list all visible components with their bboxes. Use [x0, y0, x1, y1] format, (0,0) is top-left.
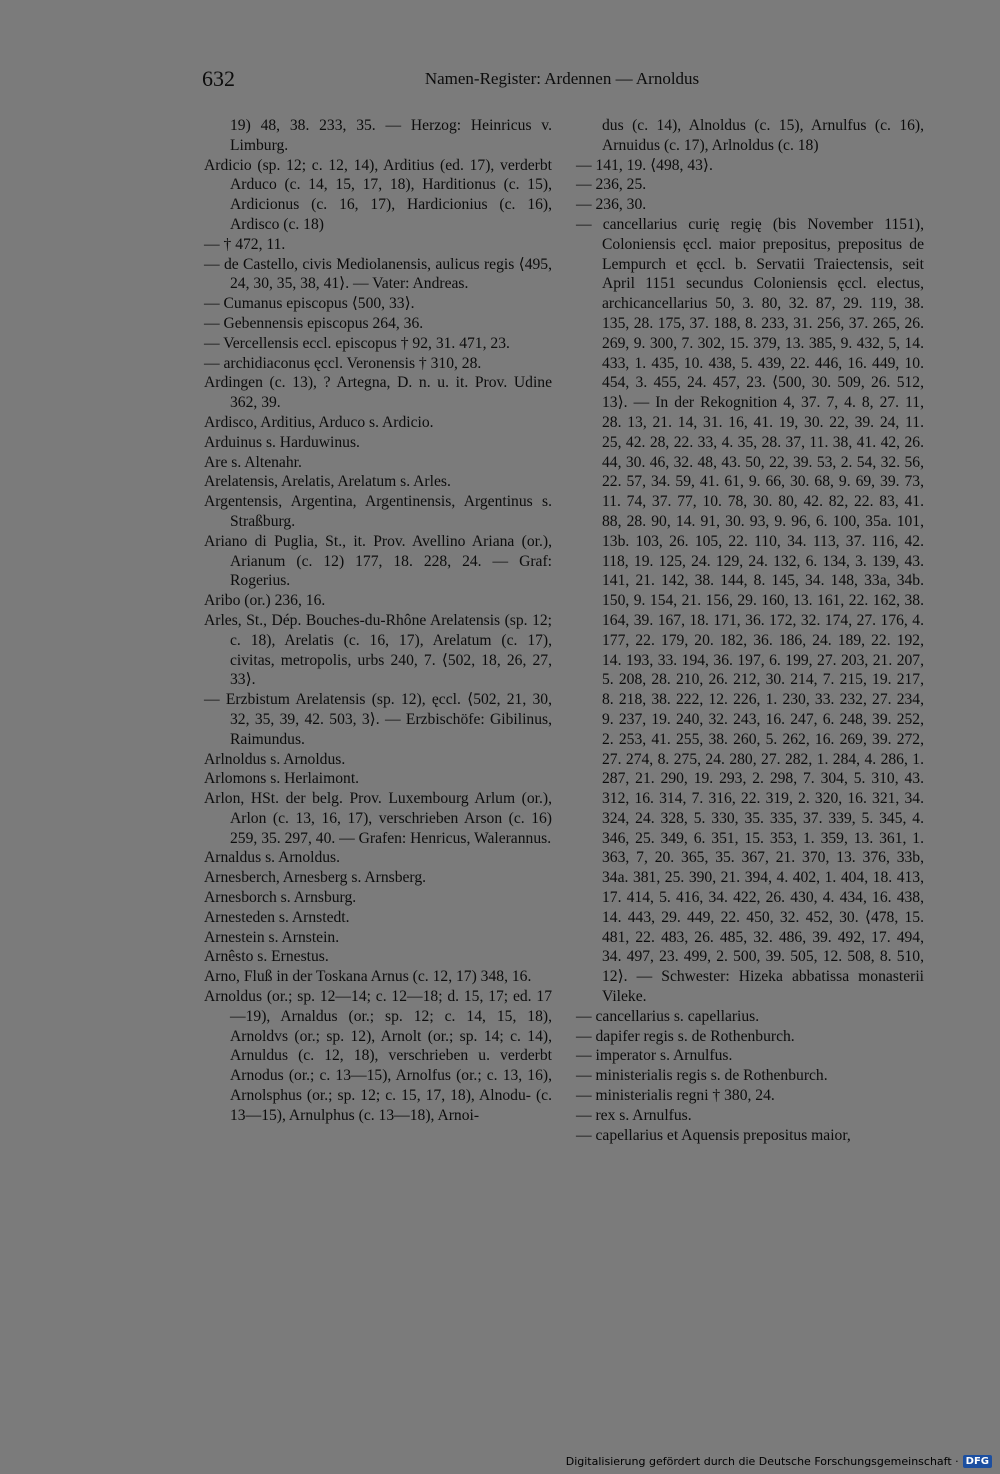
- index-entry: Are s. Altenahr.: [204, 453, 302, 471]
- index-entry: — Erzbistum Arelatensis (sp. 12), ęccl. ⟨502, 21, 30, 32, 35, 39, 42. 503, 3⟩. — Erzbischöfe: Gibilinus, Raimundus.: [204, 691, 552, 748]
- index-entry: Arnesteden s. Arnstedt.: [204, 908, 350, 926]
- index-entry: — cancellarius curię regię (bis November 1151), Coloniensis ęccl. maior prepositus, prepositus de Lempurch et ęccl. b. Servatii Traiectensis, seit April 1151 secundus Coloniensis ęccl. electus, archicancellarius 50, 3. 80, 32. 87, 29. 119, 38. 135, 28. 175, 37. 188, 8. 233, 31. 256, 37. 265, 26. 269, 9. 300, 7. 302, 15. 379, 13. 385, 9. 432, 5, 14. 433, 1. 435, 10. 438, 5. 439, 22. 446, 16. 449, 10. 454, 3. 455, 24. 457, 23. ⟨500, 30. 509, 26. 512, 13⟩. — In der Rekognition 4, 37. 7, 4. 8, 27. 11, 28. 13, 21. 14, 31. 16, 41. 19, 30. 22, 39. 24, 11. 25, 42. 28, 22. 33, 4. 35, 28. 37, 11. 38, 41. 42, 26. 44, 30. 46, 32. 48, 43. 50, 22, 39. 53, 2. 54, 32. 56, 22. 57, 34. 59, 41. 61, 9. 66, 30. 68, 9. 69, 39. 73, 11. 74, 37. 77, 10. 78, 30. 80, 42. 82, 22. 83, 41. 88, 28. 90, 14. 91, 30. 93, 9. 96, 6. 100, 35a. 101, 13b. 103, 26. 105, 22. 110, 34. 113, 37. 116, 42. 118, 19. 125, 24. 129, 24. 132, 6. 134, 3. 139, 43. 141, 21. 142, 38. 144, 8. 145, 34. 148, 33a, 34b. 150, 9. 154, 21. 156, 29. 160, 13. 161, 22. 162, 38. 164, 39. 167, 18. 171, 36. 172, 32. 174, 27. 176, 4. 177, 22. 179, 20. 182, 36. 186, 24. 189, 22. 192, 14. 193, 33. 194, 36. 197, 6. 199, 27. 203, 21. 207, 5. 208, 28. 210, 26. 212, 30. 214, 7. 215, 19. 217, 8. 218, 38. 222, 12. 226, 1. 230, 33. 232, 27. 234, 9. 237, 19. 240, 32. 243, 16. 247, 6. 248, 39. 252, 2. 253, 41. 255, 38. 260, 5. 262, 16. 269, 39. 272, 27. 274, 8. 275, 24. 280, 27. 282, 1. 284, 4. 286, 1. 287, 21. 290, 19. 293, 2. 298, 7. 304, 5. 310, 43. 312, 16. 314, 7. 316, 22. 319, 2. 320, 16. 321, 34. 324, 24. 328, 5. 330, 35. 335, 37. 339, 5. 345, 4. 346, 25. 349, 6. 351, 15. 353, 1. 359, 13. 361, 1. 363, 7, 20. 365, 35. 367, 21. 370, 13. 376, 33b, 34a. 381, 25. 390, 21. 394, 4. 402, 1. 404, 18. 413, 17. 414, 5. 416, 34. 422, 26. 430, 4. 434, 16. 438, 14. 443, 29. 449, 22. 450, 32. 452, 30. ⟨478, 15. 481, 22. 483, 26. 485, 32. 486, 39. 492, 17. 494, 34. 497, 23. 499, 2. 500, 39. 505, 12. 508, 8. 510, 12⟩. — Schwester: Hizeka abbatissa monasterii Vileke.: [576, 215, 924, 1006]
- index-entry: Ardisco, Arditius, Arduco s. Ardicio.: [204, 413, 434, 431]
- index-entry: Arlon, HSt. der belg. Prov. Luxembourg Arlum (or.), Arlon (c. 13, 16, 17), verschrieben Arson (c. 16) 259, 35. 297, 40. — Grafen: Henricus, Walerannus.: [204, 790, 552, 847]
- index-entry: — 141, 19. ⟨498, 43⟩.: [576, 156, 713, 174]
- page-header: [200, 66, 924, 96]
- footer-text: Digitalisierung gefördert durch die Deutsche Forschungsgemeinschaft ·: [565, 1455, 959, 1468]
- index-entry: — dapifer regis s. de Rothenburch.: [576, 1027, 795, 1045]
- dfg-logo: DFG: [963, 1455, 992, 1468]
- index-entry: — capellarius et Aquensis prepositus maior,: [576, 1126, 851, 1144]
- right-column: [576, 116, 924, 1145]
- index-entry: Arnestein s. Arnstein.: [204, 928, 340, 946]
- index-entry: Arles, St., Dép. Bouches-du-Rhône Arelatensis (sp. 12; c. 18), Arelatis (c. 16, 17), Arelatum (c. 17), civitas, metropolis, urbs 240, 7. ⟨502, 18, 26, 27, 33⟩.: [204, 611, 552, 689]
- index-entry: Ariano di Puglia, St., it. Prov. Avellino Ariana (or.), Arianum (c. 12) 177, 18. 228, 24. — Graf: Rogerius.: [204, 532, 552, 590]
- index-entry: dus (c. 14), Alnoldus (c. 15), Arnulfus (c. 16), Arnuidus (c. 17), Arlnoldus (c. 18): [602, 117, 924, 154]
- index-entry: 19) 48, 38. 233, 35. — Herzog: Heinricus v. Limburg.: [230, 117, 552, 154]
- index-entry: Argentensis, Argentina, Argentinensis, Argentinus s. Straßburg.: [204, 493, 552, 530]
- index-entry: Ardingen (c. 13), ? Artegna, D. n. u. it. Prov. Udine 362, 39.: [204, 374, 552, 412]
- index-entry: — 236, 25.: [576, 176, 647, 194]
- index-entry: Arduinus s. Harduwinus.: [204, 433, 360, 451]
- index-entry: — Vercellensis eccl. episcopus † 92, 31. 471, 23.: [204, 334, 510, 352]
- index-entry: Arno, Fluß in der Toskana Arnus (c. 12, 17) 348, 16.: [204, 968, 532, 986]
- page-number: 632: [202, 66, 235, 91]
- footer: [566, 1455, 992, 1468]
- index-entry: — cancellarius s. capellarius.: [576, 1007, 760, 1025]
- index-entry: — imperator s. Arnulfus.: [576, 1047, 733, 1065]
- index-entry: Arnesberch, Arnesberg s. Arnsberg.: [204, 869, 427, 887]
- index-entry: Arelatensis, Arelatis, Arelatum s. Arles.: [204, 473, 451, 491]
- index-entry: — rex s. Arnulfus.: [576, 1106, 692, 1124]
- index-entry: Arnoldus (or.; sp. 12—14; c. 12—18; d. 15, 17; ed. 17—19), Arnaldus (or.; sp. 12; c. 14, 15, 18), Arnoldvs (or.; sp. 12), Arnolt (or.; sp. 14; c. 14), Arnuldus (c. 12, 18), verschrieben u. verderbt Arnodus (or.; c. 13—15), Arnolfus (or.; c. 13, 16), Arnolsphus (or.; sp. 12; c. 15, 17, 18), Alnodu- (c. 13—15), Arnulphus (c. 13—18), Arnoi-: [204, 988, 552, 1124]
- index-entry: — † 472, 11.: [204, 235, 286, 253]
- index-entry: Ardicio (sp. 12; c. 12, 14), Arditius (ed. 17), verderbt Arduco (c. 14, 15, 17, 18), Harditionus (c. 15), Ardicionus (c. 16, 17), Hardicionius (c. 16), Ardisco (c. 18): [204, 156, 552, 233]
- index-entry: Arlnoldus s. Arnoldus.: [204, 750, 346, 768]
- index-entry: — ministerialis regni † 380, 24.: [576, 1087, 775, 1105]
- index-entry: — Gebennensis episcopus 264, 36.: [204, 314, 424, 332]
- index-entry: — 236, 30.: [576, 196, 647, 214]
- running-title: Namen-Register: Ardennen — Arnoldus: [424, 69, 700, 88]
- index-entry: — ministerialis regis s. de Rothenburch.: [576, 1067, 828, 1085]
- index-entry: Arnaldus s. Arnoldus.: [204, 849, 341, 867]
- index-entry: Arnêsto s. Ernestus.: [204, 948, 329, 966]
- index-entry: Arlomons s. Herlaimont.: [204, 770, 360, 788]
- index-entry: Aribo (or.) 236, 16.: [204, 592, 326, 610]
- left-column: [204, 116, 552, 1126]
- index-entry: — Cumanus episcopus ⟨500, 33⟩.: [204, 295, 415, 313]
- index-entry: — de Castello, civis Mediolanensis, aulicus regis ⟨495, 24, 30, 35, 38, 41⟩. — Vater: Andreas.: [204, 255, 552, 293]
- index-entry: Arnesborch s. Arnsburg.: [204, 889, 357, 907]
- index-entry: — archidiaconus ęccl. Veronensis † 310, 28.: [204, 354, 482, 372]
